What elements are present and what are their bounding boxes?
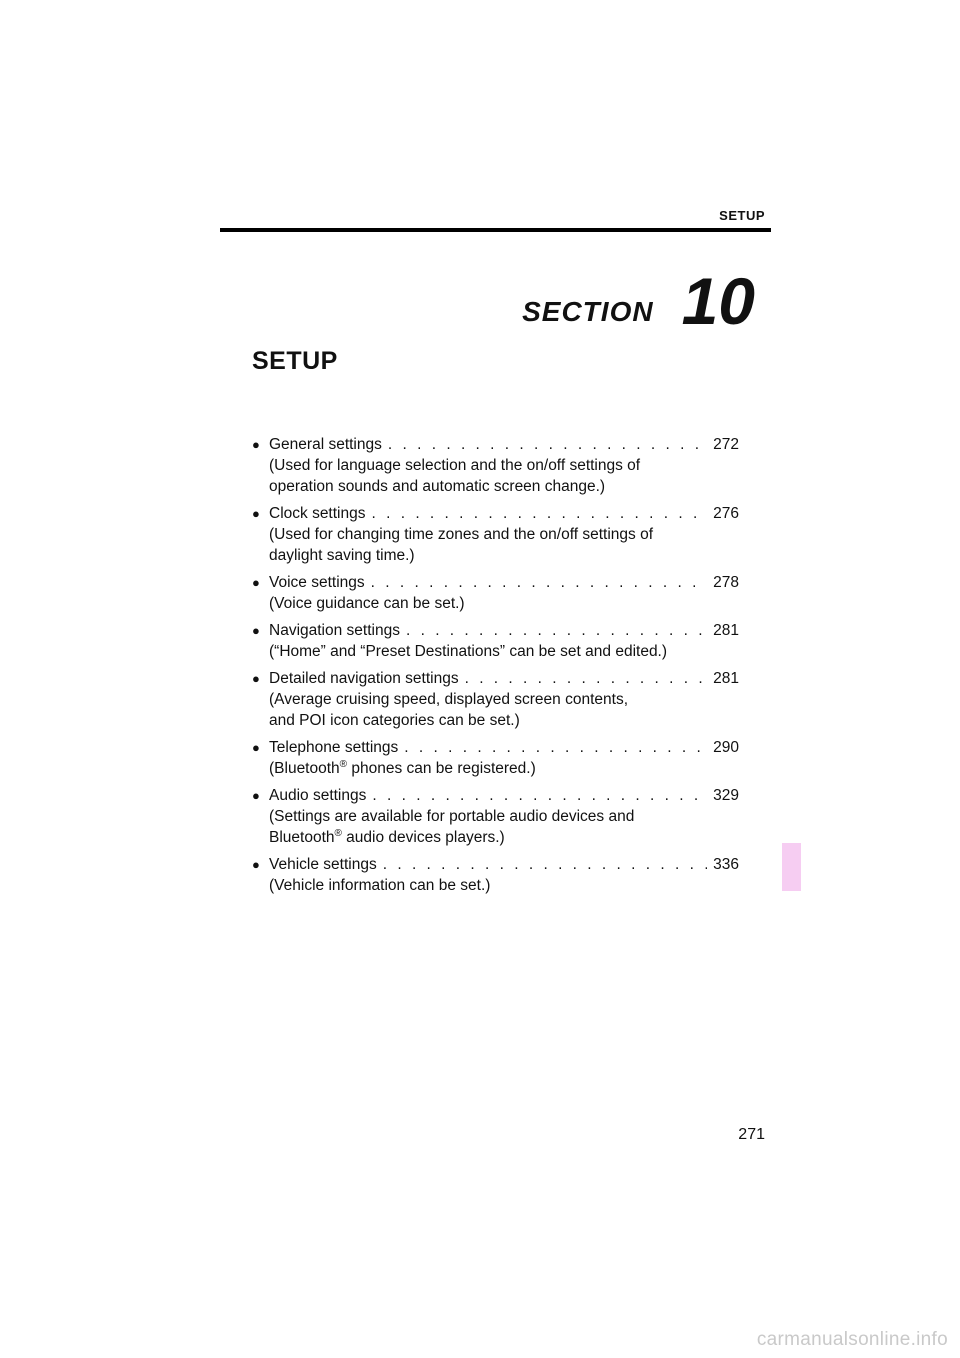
dot-leader [383, 854, 707, 875]
toc-entry-title: Navigation settings [269, 622, 400, 639]
toc-entry-line [252, 668, 739, 689]
dot-leader [371, 572, 707, 593]
section-word: SECTION [522, 296, 654, 327]
toc-entry-page: 290 [713, 739, 739, 756]
toc-entry-description: (Used for changing time zones and the on/off settings of [269, 526, 654, 543]
toc-entry-page: 281 [713, 670, 739, 687]
toc-entry-description: (Vehicle information can be set.) [269, 877, 491, 894]
toc-entry-line [252, 572, 739, 593]
toc-entry-title: Detailed navigation settings [269, 670, 459, 687]
toc-entry [252, 620, 739, 662]
toc-entry-line [252, 434, 739, 455]
registered-mark: ® [339, 758, 348, 770]
toc-entry [252, 737, 739, 779]
chapter-title: SETUP [252, 347, 338, 375]
toc-entry-line [252, 503, 739, 524]
toc-entry-description: (Bluetooth® phones can be registered.) [269, 758, 536, 777]
toc-entry-page: 278 [713, 574, 739, 591]
toc-entry-title: Audio settings [269, 787, 367, 804]
toc-entry [252, 572, 739, 614]
toc-entry-page: 336 [713, 856, 739, 873]
section-number: 10 [681, 264, 755, 338]
running-head: SETUP [719, 208, 765, 223]
toc-entry-description: (“Home” and “Preset Destinations” can be set and edited.) [269, 643, 668, 660]
toc-entry-line [252, 785, 739, 806]
toc-entry-line [252, 620, 739, 641]
toc-entry [252, 503, 739, 566]
section-heading [522, 264, 755, 338]
toc-entry [252, 785, 739, 848]
dot-leader [406, 620, 707, 641]
toc-entry [252, 668, 739, 731]
toc-entry-title: Telephone settings [269, 739, 399, 756]
dot-leader [465, 668, 708, 689]
bullet-icon: ● [252, 671, 260, 686]
toc-entry-line [252, 737, 739, 758]
page-number: 271 [738, 1126, 765, 1143]
toc-entry [252, 854, 739, 896]
toc-entry [252, 434, 739, 497]
toc-entry-description: (Average cruising speed, displayed screen contents, [269, 691, 629, 708]
header-rule [220, 228, 771, 232]
dot-leader [372, 785, 707, 806]
toc-entry-description: operation sounds and automatic screen change.) [269, 478, 606, 495]
toc-entry-title: Vehicle settings [269, 856, 377, 873]
dot-leader [404, 737, 707, 758]
toc-entry-title: General settings [269, 436, 382, 453]
toc-entry-page: 276 [713, 505, 739, 522]
toc-entry-line [252, 854, 739, 875]
toc-entry-description: and POI icon categories can be set.) [269, 712, 520, 729]
toc-entry-description: (Settings are available for portable audio devices and [269, 808, 635, 825]
section-side-tab [782, 843, 801, 891]
bullet-icon: ● [252, 575, 260, 590]
watermark: carmanualsonline.info [756, 1329, 948, 1350]
bullet-icon: ● [252, 788, 260, 803]
toc-entry-description: Bluetooth® audio devices players.) [269, 827, 505, 846]
dot-leader [371, 503, 707, 524]
registered-mark: ® [334, 827, 342, 839]
dot-leader [388, 434, 707, 455]
toc-entry-description: (Used for language selection and the on/off settings of [269, 457, 641, 474]
toc-entry-description: daylight saving time.) [269, 547, 415, 564]
bullet-icon: ● [252, 623, 260, 638]
toc-entry-title: Clock settings [269, 505, 366, 522]
bullet-icon: ● [252, 506, 260, 521]
toc-entry-description: (Voice guidance can be set.) [269, 595, 465, 612]
table-of-contents [252, 434, 739, 902]
toc-entry-page: 281 [713, 622, 739, 639]
bullet-icon: ● [252, 437, 260, 452]
bullet-icon: ● [252, 857, 260, 872]
toc-entry-page: 272 [713, 436, 739, 453]
toc-entry-page: 329 [713, 787, 739, 804]
toc-entry-title: Voice settings [269, 574, 365, 591]
bullet-icon: ● [252, 740, 260, 755]
